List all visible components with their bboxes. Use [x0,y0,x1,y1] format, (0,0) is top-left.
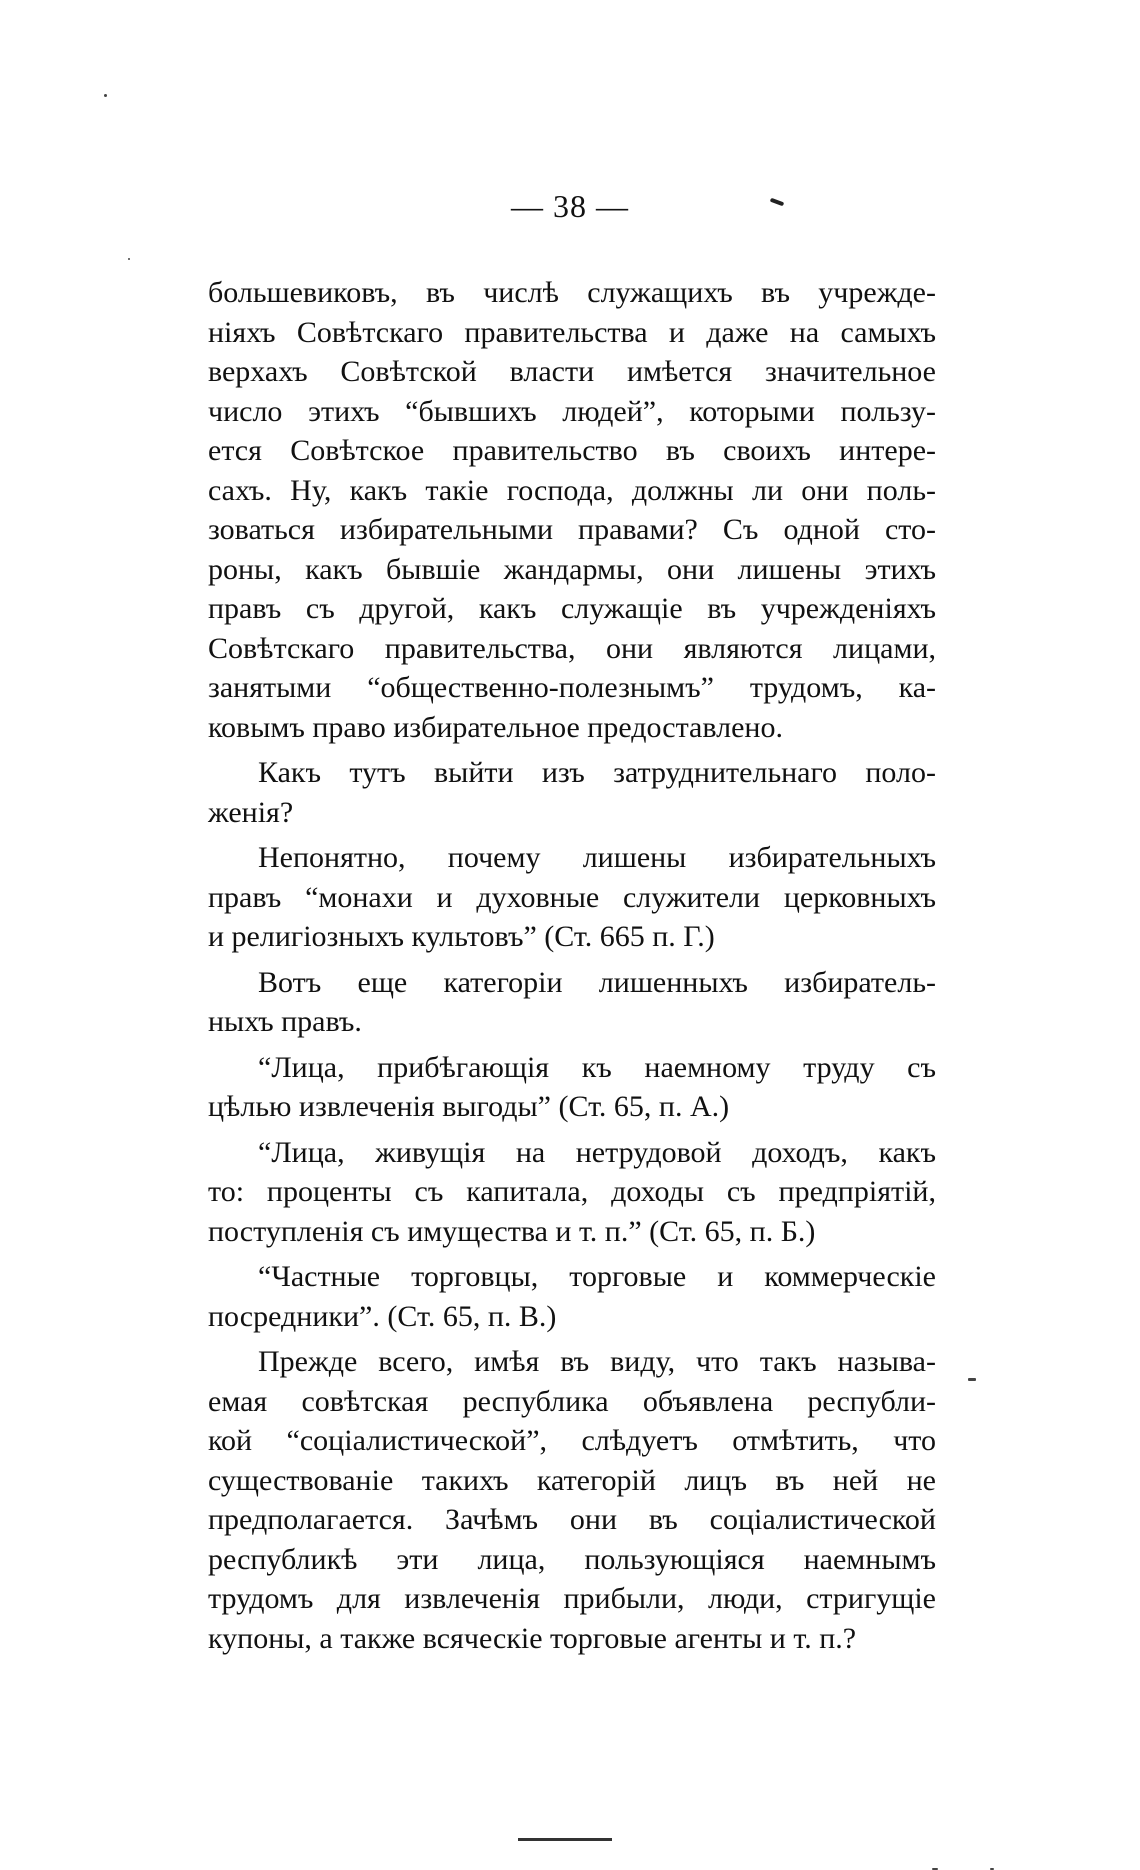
text-line: верхахъ Совѣтской власти имѣется значительное [208,355,936,388]
text-line: большевиковъ, въ числѣ служащихъ въ учрежде- [208,276,936,309]
text-line: роны, какъ бывшіе жандармы, они лишены этихъ [208,552,936,586]
paragraph [208,1257,936,1336]
paragraph [208,1342,936,1658]
text-line: предполагается. Зачѣмъ они въ соціалистической [208,1503,936,1536]
text-line: “Лица, живущія на нетрудовой доходъ, какъ [258,1135,936,1169]
paragraph [208,753,936,832]
paragraph [208,963,936,1042]
text-line: то: проценты съ капитала, доходы съ предпріятій, [208,1175,936,1208]
text-line: Непонятно, почему лишены избирательныхъ [258,841,936,874]
text-line: ніяхъ Совѣтскаго правительства и даже на самыхъ [208,315,936,349]
text-line: кой “соціалистической”, слѣдуетъ отмѣтить, что [208,1424,936,1457]
text-line: и религіозныхъ культовъ” (Ст. 665 п. Г.) [208,920,715,953]
text-line: существованіе такихъ категорій лицъ въ ней не [208,1463,936,1497]
text-line: ковымъ право избирательное предоставлено. [208,710,783,744]
text-line: цѣлью извлеченія выгоды” (Ст. 65, п. А.) [208,1090,730,1123]
text-line: Прежде всего, имѣя въ виду, что такъ называ- [258,1345,936,1378]
text-line: сахъ. Ну, какъ такіе господа, должны ли они поль- [208,473,936,507]
text-line: правъ “монахи и духовные служители церковныхъ [208,880,936,914]
text-line: Какъ тутъ выйти изъ затруднительнаго поло- [258,756,936,789]
text-line: емая совѣтская республика объявлена республи- [208,1384,936,1418]
text-line: Совѣтскаго правительства, они являются лицами, [208,631,936,665]
text-line: поступленія съ имущества и т. п.” (Ст. 65, п. Б.) [208,1214,816,1248]
text-line: “Частные торговцы, торговые и коммерческіе [258,1260,936,1293]
text-line: женія? [208,795,294,829]
text-line: ется Совѣтское правительство въ своихъ интере- [208,434,936,467]
text-line: трудомъ для извлеченія прибыли, люди, стригущіе [208,1582,936,1615]
text-line: правъ съ другой, какъ служащіе въ учрежденіяхъ [208,592,936,625]
text-line: республикѣ эти лица, пользующіяся наемнымъ [208,1542,936,1576]
text-line: занятыми “общественно-полезнымъ” трудомъ, ка- [208,671,936,704]
text-line: посредники”. (Ст. 65, п. В.) [208,1299,557,1333]
paragraph [208,273,936,747]
scan-speck [128,258,130,260]
text-line: число этихъ “бывшихъ людей”, которыми пользу- [208,394,936,428]
text-line: зоваться избирательными правами? Съ одной сто- [208,513,936,546]
bottom-rule [518,1838,612,1841]
text-line: “Лица, прибѣгающія къ наемному труду съ [258,1050,936,1084]
paragraph [208,1048,936,1127]
body-text [208,273,936,1658]
page-number: — 38 — [511,188,629,224]
scan-speck [968,1378,976,1381]
scan-speck [104,94,107,97]
text-line: купоны, а также всяческіе торговые агенты и т. п.? [208,1621,857,1655]
text-line: ныхъ правъ. [208,1005,362,1038]
paragraph [208,838,936,957]
text-line: Вотъ еще категоріи лишенныхъ избиратель- [258,965,936,999]
paragraph [208,1133,936,1252]
